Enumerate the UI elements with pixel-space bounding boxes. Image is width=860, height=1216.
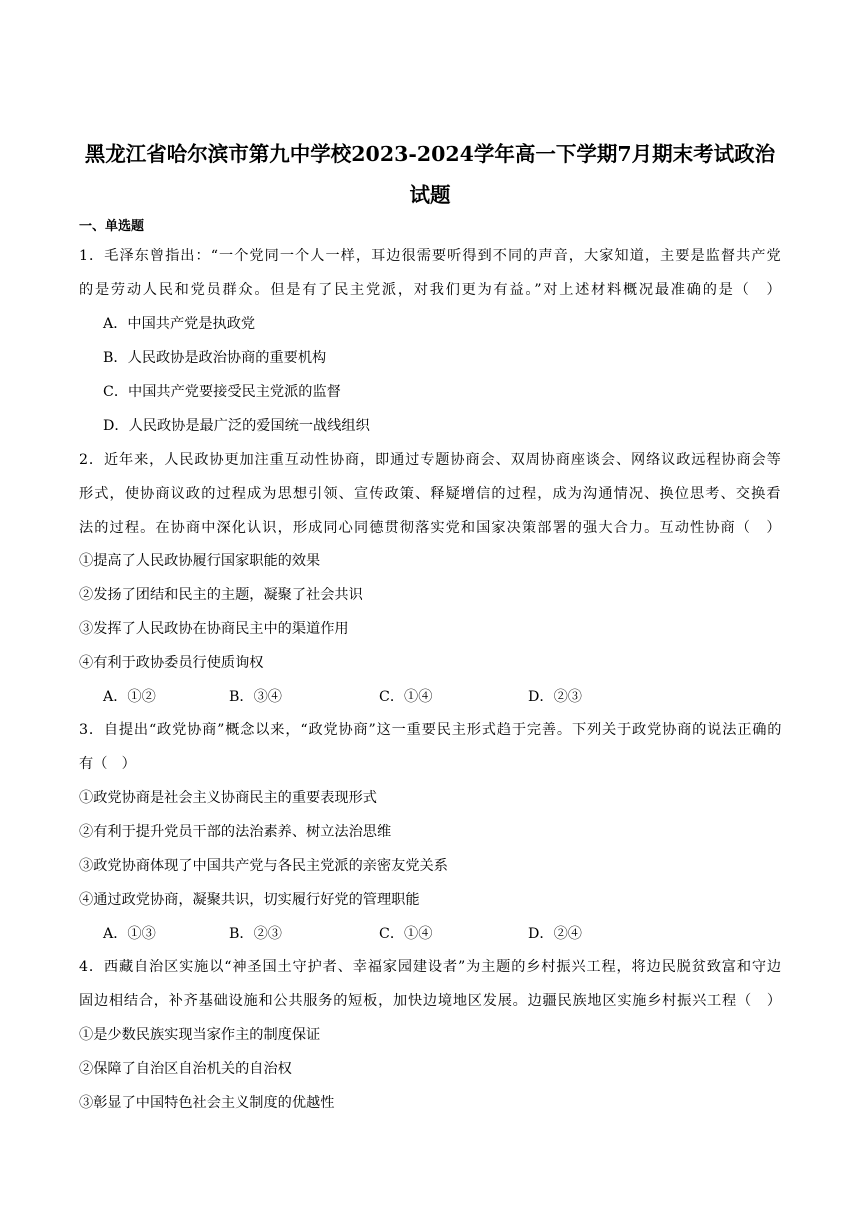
q1-option-a: A．中国共产党是执政党 xyxy=(103,316,256,332)
q2-item: ②发扬了团结和民主的主题，凝聚了社会共识 xyxy=(79,587,363,603)
q2-stem-line: 2．近年来，人民政协更加注重互动性协商，即通过专题协商会、双周协商座谈会、网络议政远程协商会等 xyxy=(79,452,782,468)
q2-stem-line: 法的过程。在协商中深化认识，形成同心同德贯彻落实党和国家决策部署的强大合力。互动性协商（ ） xyxy=(79,520,782,536)
q2-choice-b: B．③④ xyxy=(229,689,282,705)
q3-item: ②有利于提升党员干部的法治素养、树立法治思维 xyxy=(79,824,392,840)
q3-choice-c: C．①④ xyxy=(379,926,433,942)
q2-choice-c: C．①④ xyxy=(379,689,433,705)
q4-stem-line: 固边相结合，补齐基础设施和公共服务的短板，加快边境地区发展。边疆民族地区实施乡村振兴工程（ ） xyxy=(79,993,782,1009)
q3-item: ③政党协商体现了中国共产党与各民主党派的亲密友党关系 xyxy=(79,858,448,874)
exam-title: 黑龙江省哈尔滨市第九中学校2023-2024学年高一下学期7月期末考试政治试题 xyxy=(84,142,776,207)
section-heading: 一、单选题 xyxy=(79,219,145,234)
q2-item: ①提高了人民政协履行国家职能的效果 xyxy=(79,553,321,569)
q1-option-b: B．人民政协是政治协商的重要机构 xyxy=(103,350,327,366)
q3-choice-a: A．①③ xyxy=(103,926,156,942)
q2-choice-d: D．②③ xyxy=(528,689,582,705)
q3-stem-line: 3．自提出“政党协商”概念以来，“政党协商”这一重要民主形式趋于完善。下列关于政党协商的说法正确的 xyxy=(79,722,783,738)
q1-option-c: C．中国共产党要接受民主党派的监督 xyxy=(103,384,341,400)
q2-item: ③发挥了人民政协在协商民主中的渠道作用 xyxy=(79,621,349,637)
q4-item: ①是少数民族实现当家作主的制度保证 xyxy=(79,1027,321,1043)
q4-item: ③彰显了中国特色社会主义制度的优越性 xyxy=(79,1095,335,1111)
q3-choice-d: D．②④ xyxy=(528,926,582,942)
q2-choice-a: A．①② xyxy=(103,689,156,705)
q1-stem-line: 的是劳动人民和党员群众。但是有了民主党派，对我们更为有益。”对上述材料概况最准确的是（ ） xyxy=(79,282,783,298)
q3-stem-line: 有（ ） xyxy=(79,756,136,772)
q4-stem-line: 4．西藏自治区实施以“神圣国土守护者、幸福家园建设者”为主题的乡村振兴工程，将边民脱贫致富和守边 xyxy=(79,959,782,975)
q3-item: ①政党协商是社会主义协商民主的重要表现形式 xyxy=(79,790,377,806)
q2-stem-line: 形式，使协商议政的过程成为思想引领、宣传政策、释疑增信的过程，成为沟通情况、换位思考、交换看 xyxy=(79,486,782,502)
q3-choice-b: B．②③ xyxy=(229,926,282,942)
q3-item: ④通过政党协商，凝聚共识，切实履行好党的管理职能 xyxy=(79,892,420,908)
q1-stem-line: 1．毛泽东曾指出：“一个党同一个人一样，耳边很需要听得到不同的声音，大家知道，主要是监督共产党 xyxy=(79,248,782,264)
q1-option-d: D．人民政协是最广泛的爱国统一战线组织 xyxy=(103,418,370,434)
q2-item: ④有利于政协委员行使质询权 xyxy=(79,655,264,671)
q4-item: ②保障了自治区自治机关的自治权 xyxy=(79,1061,292,1077)
